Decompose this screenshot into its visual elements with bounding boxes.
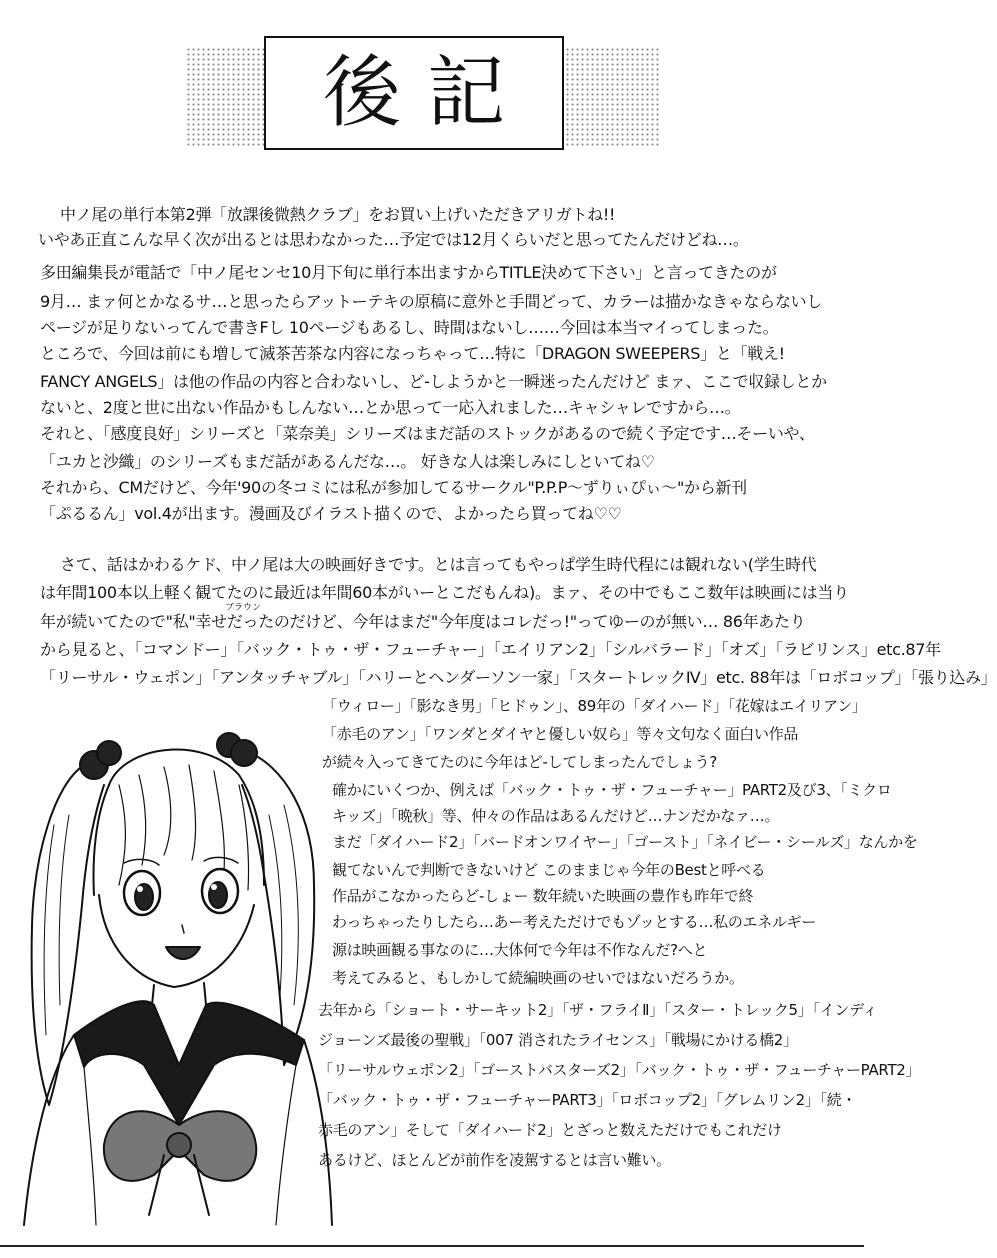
page-border-bottom: [0, 1245, 864, 1247]
text-line: 作品がこなかったらど-しょー 数年続いた映画の豊作も昨年で終: [332, 887, 754, 905]
text-line: 多田編集長が電話で「中ノ尾センセ10月下旬に単行本出ますからTITLE決めて下さい」と言ってきたのが: [40, 263, 777, 282]
text-line: 「ユカと沙織」のシリーズもまだ話があるんだな…。 好きな人は楽しみにしといてね♡: [40, 452, 655, 471]
text-line: 考えてみると、もしかして続編映画のせいではないだろうか。: [332, 969, 744, 987]
text-line: 赤毛のアン」そして「ダイハード2」とざっと数えただけでもこれだけ: [318, 1121, 782, 1139]
text-line: 9月… まァ何とかなるサ…と思ったらアットーテキの原稿に意外と手間どって、カラーは描かなきゃならないし: [40, 292, 823, 311]
text-line: 確かにいくつか、例えば「バック・トゥ・ザ・フューチャー」PART2及び3、「ミクロ: [332, 781, 892, 799]
text-line: 「バック・トゥ・ザ・フューチャーPART3」「ロボコップ2」「グレムリン2」「続・: [318, 1091, 857, 1109]
sailor-collar: [74, 1001, 304, 1125]
text-line: 中ノ尾の単行本第2弾「放課後微熱クラブ」をお買い上げいただきアリガトね!!: [60, 205, 616, 224]
text-line: が続々入ってきてたのに今年はど-してしまったんでしょう?: [322, 753, 717, 771]
page-title: 後記: [322, 48, 531, 138]
text-line: 観てないんで判断できないけど このままじゃ今年のBestと呼べる: [332, 861, 766, 879]
text-line: 去年から「ショート・サーキット2」「ザ・フライⅡ」「スター・トレック5」「インディ: [318, 1001, 878, 1019]
title-box: [264, 36, 564, 150]
text-line: あるけど、ほとんどが前作を凌駕するとは言い難い。: [318, 1151, 671, 1169]
text-line: わっちゃったりしたら…あー考えただけでもゾッとする…私のエネルギー: [332, 913, 817, 931]
text-line: ページが足りないってんで書きFし 10ページもあるし、時間はないし……今回は本当マイってしまった。: [40, 318, 779, 337]
girl-illustration: [14, 705, 334, 1240]
text-line: 年が続いてたので"私"幸せだったのだけど、今年はまだ"今年度はコレだっ!"ってゆーのが無い… 86年あたり: [40, 612, 806, 631]
screentone-left: [186, 47, 266, 147]
hair-top: [109, 750, 264, 885]
text-line: 「リーサルウェポン2」「ゴーストバスターズ2」「バック・トゥ・ザ・フューチャーPART2」: [318, 1061, 921, 1079]
text-line: 「リーサル・ウェポン」「アンタッチャブル」「ハリーとヘンダーソン一家」「スタートレックⅣ」etc. 88年は「ロボコップ」「張り込み」: [40, 668, 997, 687]
screentone-right: [560, 47, 660, 147]
text-line: さて、話はかわるケド、中ノ尾は大の映画好きです。とは言ってもやっぱ学生時代程には観れない(学生時代: [60, 555, 817, 574]
text-line: は年間100本以上軽く観てたのに最近は年間60本がいーとこだもんね)。まァ、その中でもここ数年は映画には当り: [40, 583, 849, 602]
text-line: それから、CMだけど、今年'90の冬コミには私が参加してるサークル"P.P.P～ずりぃぴぃ～"から新刊: [40, 478, 747, 497]
text-line: ないと、2度と世に出ない作品かもしんない…とか思って一応入れました…キャシャレですから…。: [40, 398, 741, 417]
text-line: まだ「ダイハード2」「バードオンワイヤー」「ゴースト」「ネイビー・シールズ」なんかを: [332, 833, 918, 851]
text-line: ところで、今回は前にも増して滅茶苦茶な内容になっちゃって…特に「DRAGON SWEEPERS」と「戦え!: [40, 344, 785, 363]
text-line: 源は映画観る事なのに…大体何で今年は不作なんだ?へと: [332, 941, 708, 959]
text-line: 「赤毛のアン」「ワンダとダイヤと優しい奴ら」等々文句なく面白い作品: [322, 725, 799, 743]
text-line: ジョーンズ最後の聖戦」「007 消されたライセンス」「戦場にかける橋2」: [318, 1031, 798, 1049]
mouth: [166, 947, 200, 959]
text-line: から見ると、「コマンドー」「バック・トゥ・ザ・フューチャー」「エイリアン2」「シルバラード」「オズ」「ラビリンス」etc.87年: [40, 640, 941, 659]
text-line: 「ウィロー」「影なき男」「ヒドゥン」、89年の「ダイハード」「花嫁はエイリアン」: [322, 697, 867, 715]
text-line: それと、「感度良好」シリーズと「菜奈美」シリーズはまだ話のストックがあるので続く予定です…そーいや、: [40, 424, 815, 443]
furigana: ブラウン: [225, 603, 262, 613]
text-line: 「ぷるるん」vol.4が出ます。漫画及びイラスト描くので、よかったら買ってね♡♡: [40, 504, 622, 523]
text-line: キッズ」「晩秋」等、仲々の作品はあるんだけど…ナンだかなァ…。: [332, 807, 780, 825]
text-line: FANCY ANGELS」は他の作品の内容と合わないし、ど-しようかと一瞬迷ったんだけど まァ、ここで収録しとか: [40, 372, 827, 391]
text-line: いやあ正直こんな早く次が出るとは思わなかった…予定では12月くらいだと思ってたんだけどね…。: [38, 230, 749, 249]
